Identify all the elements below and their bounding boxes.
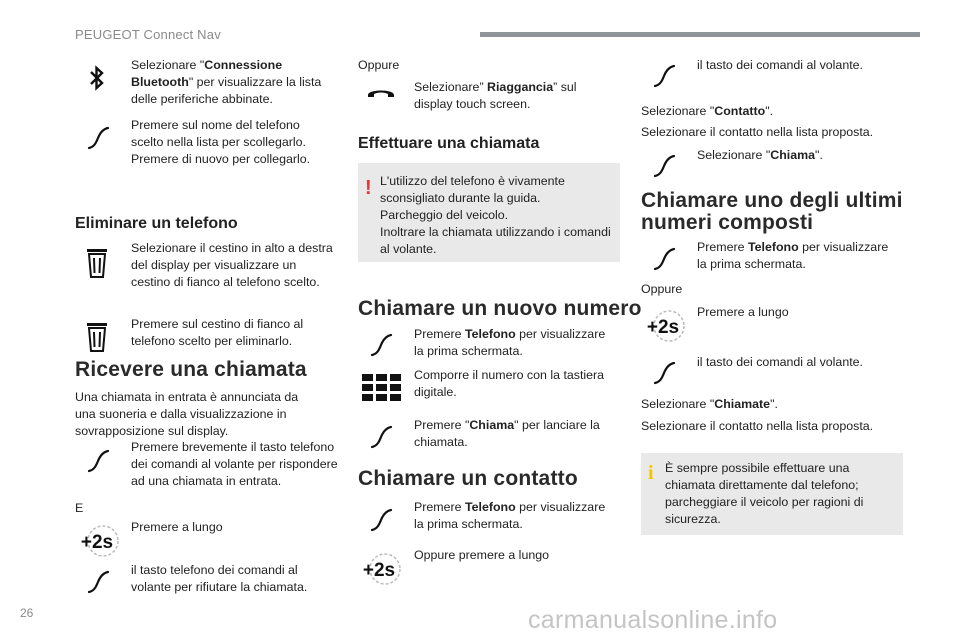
heading-make-call: Effettuare una chiamata [358, 135, 540, 152]
long-press-label: Premere a lungo [697, 305, 789, 319]
touch-stroke-icon [652, 63, 678, 89]
touch-stroke-icon [369, 424, 395, 450]
delete-step-1: Selezionare il cestino in alto a destra del display per visualizzare un cestino di fianco al telefono scelto. [131, 241, 333, 289]
hangup-instruction: Selezionare” Riaggancia” sul display touch screen. [414, 80, 577, 111]
warning-icon: ! [365, 177, 372, 199]
select-in-list: Selezionare il contatto nella lista proposta. [641, 125, 874, 139]
touch-stroke-icon [652, 360, 678, 386]
or-label: Oppure [358, 58, 400, 72]
long-press-label: Premere a lungo [131, 520, 223, 534]
bluetooth-icon [88, 65, 106, 91]
new-step-2: Comporre il numero con la tastiera digitale. [414, 368, 605, 399]
header-title: PEUGEOT Connect Nav [75, 27, 221, 42]
touch-stroke-icon [369, 507, 395, 533]
select-call: Selezionare "Chiama". [697, 148, 823, 162]
hang-up-icon [366, 85, 396, 99]
and-label: E [75, 501, 84, 515]
heading-receive-call: Ricevere una chiamata [75, 358, 307, 381]
warning-text: L'utilizzo del telefono è vivamente sconsigliato durante la guida. Parcheggio del veicolo. Inoltrare la chiamata utilizzando i comandi al volante. [380, 174, 611, 256]
touch-stroke-icon [652, 246, 678, 272]
heading-new-number: Chiamare un nuovo numero [358, 297, 642, 320]
touch-stroke-icon [369, 332, 395, 358]
refuse-instruction: il tasto telefono dei comandi al volante per rifiutare la chiamata. [131, 563, 308, 594]
receive-intro: Una chiamata in entrata è annunciata da una suoneria e dalla visualizzazione in sovrapposizione sul display. [75, 390, 299, 438]
or-label: Oppure [641, 282, 683, 296]
contact-step-1: Premere Telefono per visualizzare la prima schermata. [414, 500, 606, 531]
heading-recent-numbers: Chiamare uno degli ultimi numeri composti [641, 189, 903, 234]
trash-icon [86, 322, 108, 352]
svg-text:+2s: +2s [646, 317, 680, 338]
delete-step-2: Premere sul cestino di fianco al telefono scelto per eliminarlo. [131, 317, 304, 348]
touch-stroke-icon [86, 448, 112, 474]
trash-icon [86, 248, 108, 278]
select-calls: Selezionare "Chiamate". [641, 397, 778, 411]
long-press-2s-icon [355, 552, 403, 586]
press-name-instruction: Premere sul nome del telefono scelto nella lista per scollegarlo. Premere di nuovo per collegarlo. [131, 118, 311, 166]
touch-stroke-icon [86, 569, 112, 595]
info-note [641, 453, 903, 535]
svg-text:+2s: +2s [362, 560, 396, 581]
new-step-1: Premere Telefono per visualizzare la prima schermata. [414, 327, 606, 358]
receive-press-instruction: Premere brevemente il tasto telefono dei comandi al volante per rispondere ad una chiamata in entrata. [131, 440, 338, 488]
page-number: 26 [20, 606, 34, 620]
contact-step-2: Oppure premere a lungo [414, 548, 550, 562]
info-icon: i [648, 462, 654, 484]
wheel-key-text: il tasto dei comandi al volante. [697, 58, 863, 72]
info-text: È sempre possibile effettuare una chiamata direttamente dal telefono; parcheggiare il veicolo per ragioni di sicurezza. [665, 461, 864, 526]
recent-step-1: Premere Telefono per visualizzare la prima schermata. [697, 240, 889, 271]
long-press-2s-icon [73, 524, 121, 558]
new-step-3: Premere "Chiama" per lanciare la chiamata. [414, 418, 600, 449]
touch-stroke-icon [652, 153, 678, 179]
touch-stroke-icon [86, 125, 112, 151]
keypad-icon [362, 374, 402, 402]
header-bar [480, 32, 920, 37]
long-press-2s-icon [639, 309, 687, 343]
heading-delete-phone: Eliminare un telefono [75, 215, 238, 232]
svg-text:+2s: +2s [80, 532, 114, 553]
wheel-key-text-2: il tasto dei comandi al volante. [697, 355, 863, 369]
select-contact: Selezionare "Contatto". [641, 104, 774, 118]
watermark: carmanualsonline.info [528, 606, 778, 634]
heading-call-contact: Chiamare un contatto [358, 467, 578, 490]
bluetooth-instruction: Selezionare "Connessione Bluetooth" per visualizzare la lista delle periferiche abbinate. [131, 58, 322, 106]
select-in-list-2: Selezionare il contatto nella lista proposta. [641, 419, 874, 433]
warning-note [358, 163, 620, 262]
